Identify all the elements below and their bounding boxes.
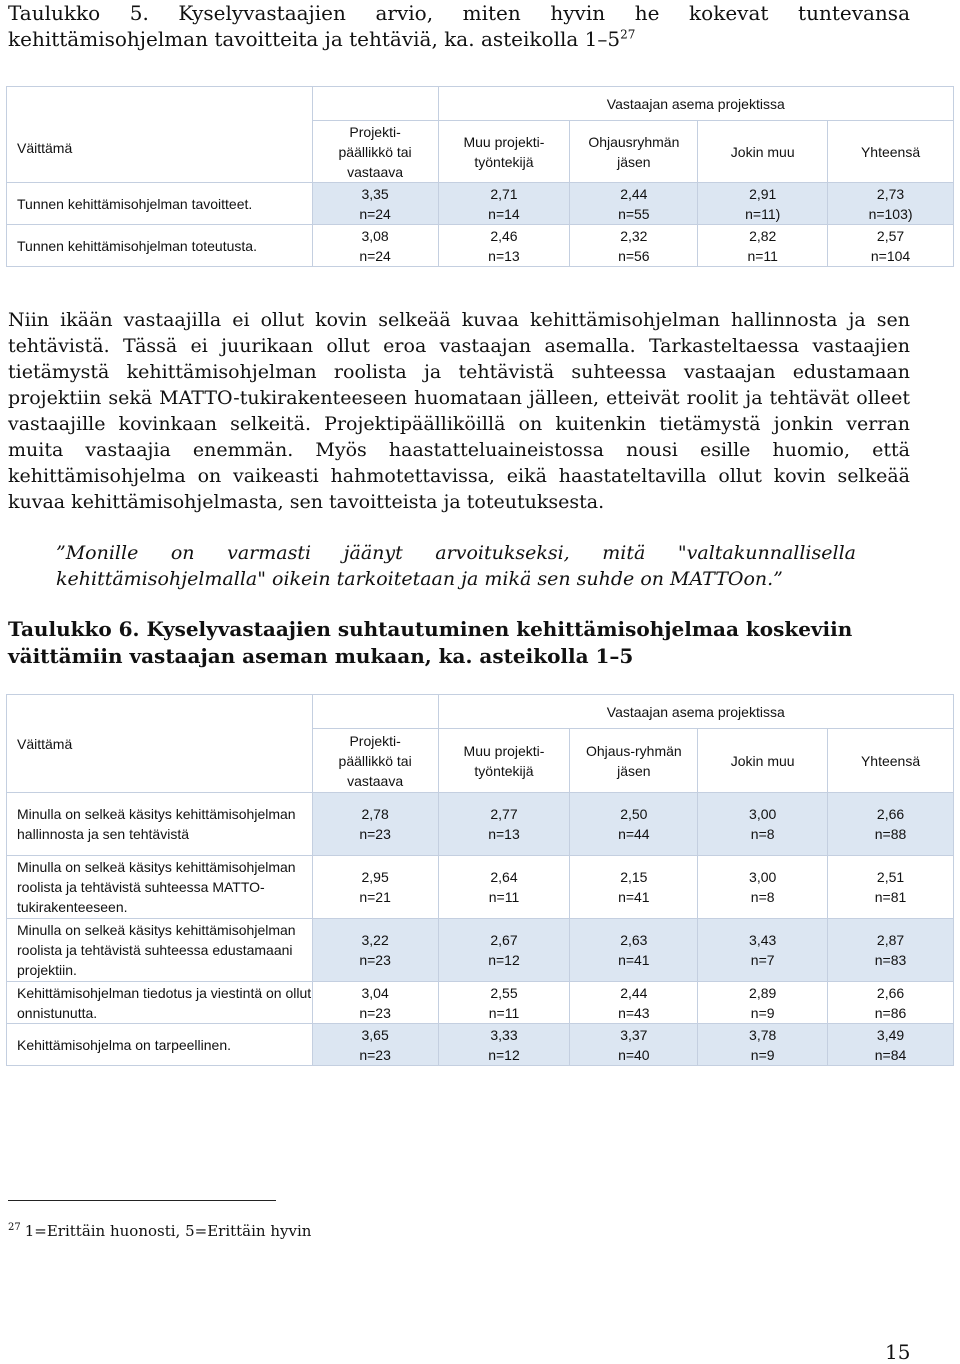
table6-col-project-manager: Projekti- päällikkö tai vastaava: [312, 729, 438, 793]
table-row: Tunnen kehittämisohjelman tavoitteet. 3,35 n=24 2,71 n=14 2,44 n=55 2,91 n=11) 2,73 n=103): [7, 183, 954, 225]
table5-col-project-manager: Projekti- päällikkö tai vastaava: [312, 121, 438, 183]
table5-col-steering-member: Ohjausryhmän jäsen: [570, 121, 698, 183]
table6-caption: Taulukko 6. Kyselyvastaajien suhtautuminen kehittämisohjelmaa koskeviin väittämiin vastaajan aseman mukaan, ka. asteikolla 1–5: [8, 617, 853, 668]
row-label: Tunnen kehittämisohjelman toteutusta.: [7, 225, 313, 267]
footnote-text: 1=Erittäin huonosti, 5=Erittäin hyvin: [24, 1222, 312, 1240]
body-paragraph: Niin ikään vastaajilla ei ollut kovin selkeää kuvaa kehittämisohjelman hallinnosta ja sen tehtävistä. Tässä ei juurikaan ollut eroa vastaajan asemalla. Tarkasteltaessa vastaajien tietämystä kehittämisohjelman roolista ja tehtävistä suhteessa vastaajan edustamaan projektiin sekä MATTO-tukirakenteeseen huomataan jälleen, etteivät roolit ja tehtävät olleet vastaajille kovinkaan selkeitä. Projektipäälliköillä on kuitenkin tietämystä jonkin verran muita vastaajia enemmän. Myös haastatteluaineistossa nousi esille huomio, että kehittämisohjelma on vaikeasti hahmotettavissa, eikä haastateltavilla ollut kovin selkeää kuvaa kehittämisohjelmasta, sen tavoitteista ja toteutuksesta.: [8, 309, 910, 513]
row-label: Kehittämisohjelma on tarpeellinen.: [7, 1024, 313, 1066]
row-label: Minulla on selkeä käsitys kehittämisohjelman roolista ja tehtävistä suhteessa MATTO-tukirakenteeseen.: [7, 856, 313, 919]
row-label: Tunnen kehittämisohjelman tavoitteet.: [7, 183, 313, 225]
table6-group-header: Vastaajan asema projektissa: [438, 695, 953, 729]
row-label: Minulla on selkeä käsitys kehittämisohjelman hallinnosta ja sen tehtävistä: [7, 793, 313, 856]
row-label: Kehittämisohjelman tiedotus ja viestintä on ollut onnistunutta.: [7, 982, 313, 1024]
table-row: Minulla on selkeä käsitys kehittämisohjelman roolista ja tehtävistä suhteessa edustamaani projektiin. 3,22 n=23 2,67 n=12 2,63 n=41 3,43 n=7 2,87 n=83: [7, 919, 954, 982]
interview-quote: ”Monille on varmasti jäänyt arvoitukseksi, mitä "valtakunnallisella kehittämisohjelmalla" oikein tarkoitetaan ja mikä sen suhde on MATTOon.”: [56, 542, 856, 590]
table5-caption-line1: Taulukko 5. Kyselyvastaajien arvio, miten hyvin he kokevat tuntevansa: [8, 1, 910, 25]
page-number: 15: [885, 1340, 911, 1364]
table-row: Kehittämisohjelma on tarpeellinen. 3,65 n=23 3,33 n=12 3,37 n=40 3,78 n=9 3,49 n=84: [7, 1024, 954, 1066]
table6-col-steering-member: Ohjaus-ryhmän jäsen: [570, 729, 698, 793]
table5-group-header: Vastaajan asema projektissa: [438, 87, 953, 121]
table6-col-project-worker: Muu projekti- työntekijä: [438, 729, 570, 793]
table5-caption-line2: kehittämisohjelman tavoitteita ja tehtäviä, ka. asteikolla 1–5: [8, 27, 621, 51]
row-label: Minulla on selkeä käsitys kehittämisohjelman roolista ja tehtävistä suhteessa edustamaani projektiin.: [7, 919, 313, 982]
table5-col-other: Jokin muu: [698, 121, 828, 183]
table6-col-other: Jokin muu: [698, 729, 828, 793]
footnote-ref: 27: [620, 27, 636, 42]
table-row: Tunnen kehittämisohjelman toteutusta. 3,08 n=24 2,46 n=13 2,32 n=56 2,82 n=11 2,57 n=104: [7, 225, 954, 267]
table6-header-statement: Väittämä: [7, 695, 313, 793]
table6: [6, 694, 954, 1066]
table5-col-project-worker: Muu projekti- työntekijä: [438, 121, 570, 183]
footnote-separator: [8, 1200, 276, 1201]
table-row: Kehittämisohjelman tiedotus ja viestintä on ollut onnistunutta. 3,04 n=23 2,55 n=11 2,44 n=43 2,89 n=9 2,66 n=86: [7, 982, 954, 1024]
footnote-number: 27: [8, 1222, 21, 1233]
table5-header-statement: Väittämä: [7, 87, 313, 183]
table-row: Minulla on selkeä käsitys kehittämisohjelman hallinnosta ja sen tehtävistä 2,78 n=23 2,77 n=13 2,50 n=44 3,00 n=8 2,66 n=88: [7, 793, 954, 856]
footnote: [8, 1222, 311, 1240]
table5-caption: [8, 0, 910, 52]
table6-col-total: Yhteensä: [828, 729, 954, 793]
table5: [6, 86, 954, 267]
table-row: Minulla on selkeä käsitys kehittämisohjelman roolista ja tehtävistä suhteessa MATTO-tukirakenteeseen. 2,95 n=21 2,64 n=11 2,15 n=41 3,00 n=8 2,51 n=81: [7, 856, 954, 919]
table5-col-total: Yhteensä: [828, 121, 954, 183]
